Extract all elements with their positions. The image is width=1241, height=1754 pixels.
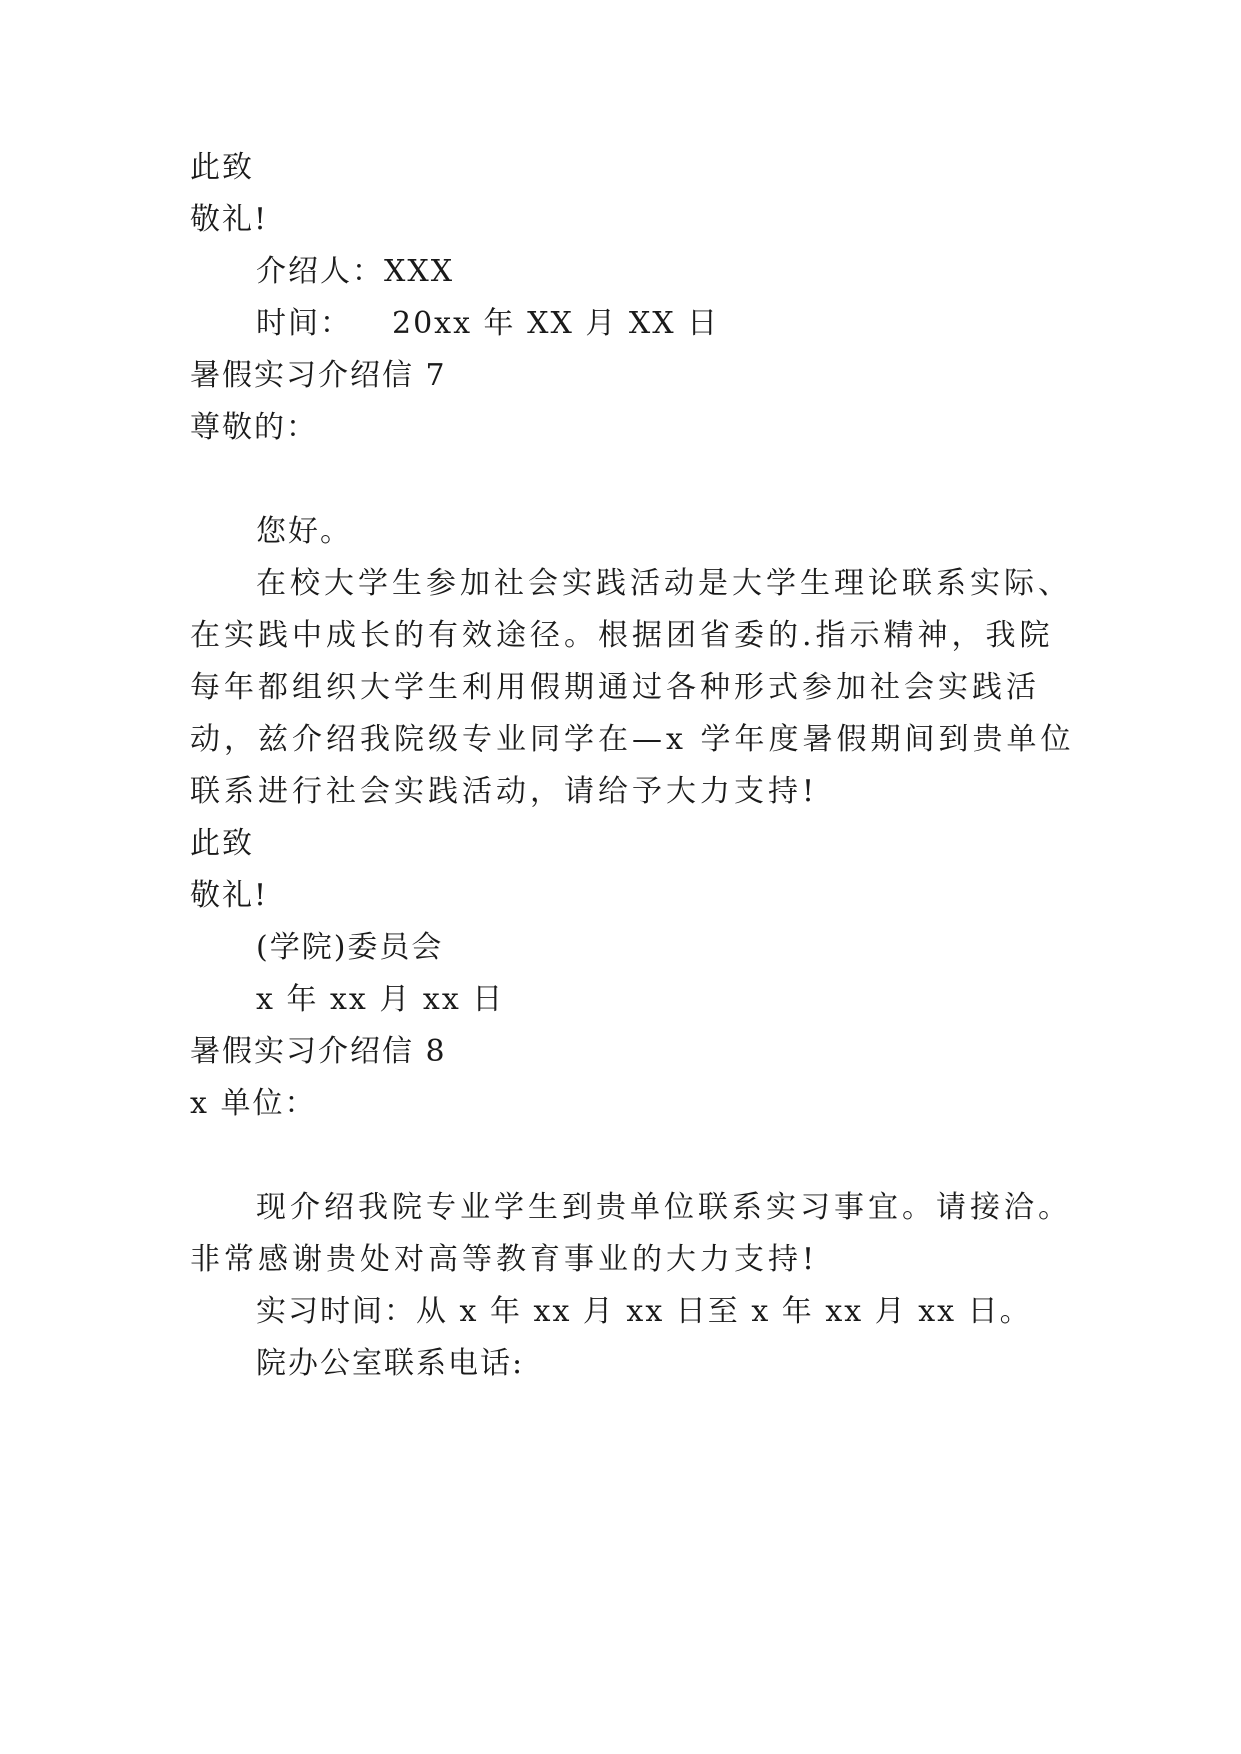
closing-ci-zhi: 此致 (190, 150, 254, 185)
paragraph-line: 非常感谢贵处对高等教育事业的大力支持! (190, 1242, 819, 1277)
time-value: 20xx 年 XX 月 XX 日 (392, 306, 720, 341)
closing-jing-li: 敬礼! (190, 202, 269, 237)
introducer-line: 介绍人：XXX (256, 254, 455, 289)
salutation-8: x 单位： (190, 1086, 317, 1121)
time-label: 时间： (256, 306, 352, 341)
paragraph-line: 在实践中成长的有效途径。根据团省委的.指示精神，我院 (190, 618, 1054, 653)
salutation-7: 尊敬的： (190, 410, 318, 445)
letter-title-7: 暑假实习介绍信 7 (190, 358, 447, 393)
time-line (256, 304, 719, 344)
internship-period: 实习时间：从 x 年 xx 月 xx 日至 x 年 xx 月 xx 日。 (256, 1294, 1032, 1329)
paragraph-line: 联系进行社会实践活动，请给予大力支持! (190, 774, 819, 809)
closing-ci-zhi: 此致 (190, 826, 254, 861)
paragraph-line: 动，兹介绍我院级专业同学在—x 学年度暑假期间到贵单位 (190, 722, 1075, 757)
paragraph-line: 每年都组织大学生利用假期通过各种形式参加社会实践活 (190, 670, 1040, 705)
closing-jing-li: 敬礼! (190, 878, 269, 913)
signature-committee: (学院)委员会 (256, 930, 444, 965)
signature-date: x 年 xx 月 xx 日 (256, 982, 505, 1017)
paragraph-line: 现介绍我院专业学生到贵单位联系实习事宜。请接洽。 (256, 1190, 1072, 1225)
office-phone: 院办公室联系电话: (256, 1346, 525, 1381)
letter-title-8: 暑假实习介绍信 8 (190, 1034, 447, 1069)
greeting: 您好。 (256, 514, 352, 549)
paragraph-line: 在校大学生参加社会实践活动是大学生理论联系实际、 (256, 566, 1072, 601)
